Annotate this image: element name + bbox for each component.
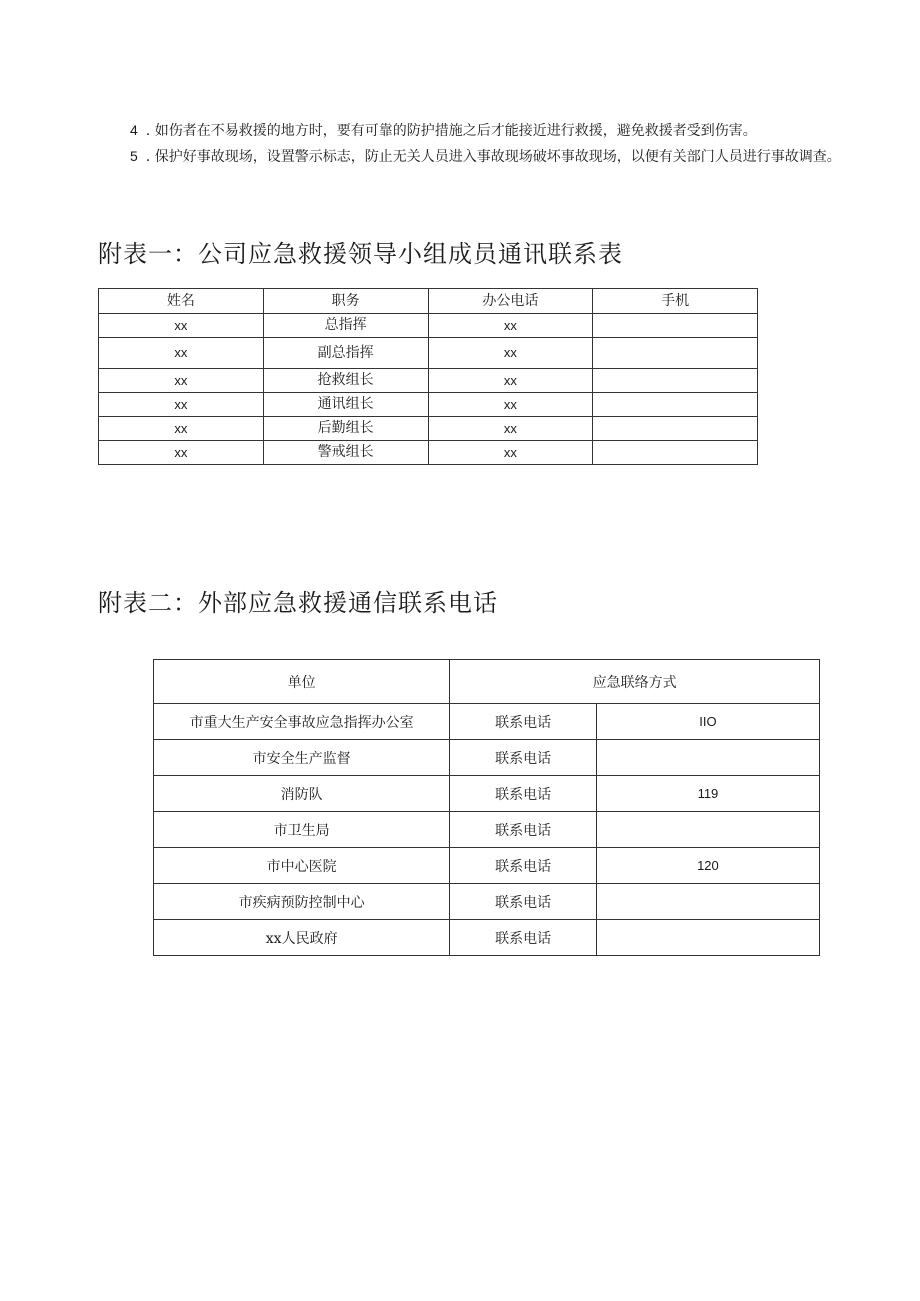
cell-unit: 市疾病预防控制中心 <box>154 884 450 920</box>
paragraph-number: 5 <box>130 148 138 164</box>
cell-mobile <box>593 314 758 338</box>
cell-contact-label: 联系电话 <box>450 740 597 776</box>
table-row <box>154 884 820 920</box>
cell-phone <box>596 740 819 776</box>
table-row <box>154 848 820 884</box>
cell-position: 后勤组长 <box>263 417 428 441</box>
cell-mobile <box>593 369 758 393</box>
paragraph-text: . 保护好事故现场，设置警示标志，防止无关人员进入事故现场破坏事故现场，以便有关部门人员进行事故调查。 <box>145 149 841 165</box>
cell-phone: IIO <box>596 704 819 740</box>
cell-phone: 120 <box>596 848 819 884</box>
cell-unit: 市重大生产安全事故应急指挥办公室 <box>154 704 450 740</box>
table-header-row <box>99 289 758 314</box>
cell-unit: 市中心医院 <box>154 848 450 884</box>
header-office-phone: 办公电话 <box>428 289 593 314</box>
header-mobile: 手机 <box>593 289 758 314</box>
paragraph-item-5 <box>98 143 874 170</box>
cell-contact-label: 联系电话 <box>450 848 597 884</box>
cell-contact-label: 联系电话 <box>450 812 597 848</box>
cell-contact-label: 联系电话 <box>450 776 597 812</box>
cell-office-phone: xx <box>428 338 593 369</box>
paragraph-number: 4 <box>130 122 138 138</box>
table-row <box>154 704 820 740</box>
paragraph-text: . 如伤者在不易救援的地方时，要有可靠的防护措施之后才能接近进行救援，避免救援者受到伤害。 <box>145 123 757 139</box>
cell-mobile <box>593 417 758 441</box>
cell-position: 副总指挥 <box>263 338 428 369</box>
cell-unit: 消防队 <box>154 776 450 812</box>
cell-name: xx <box>99 338 264 369</box>
cell-office-phone: xx <box>428 369 593 393</box>
cell-name: xx <box>99 369 264 393</box>
cell-phone <box>596 812 819 848</box>
table1-title: 附表一：公司应急救援领导小组成员通讯联系表 <box>98 240 623 268</box>
paragraph-item-4 <box>98 117 874 144</box>
table-row <box>99 441 758 465</box>
cell-office-phone: xx <box>428 441 593 465</box>
cell-position: 总指挥 <box>263 314 428 338</box>
table-row <box>99 393 758 417</box>
cell-unit: 市安全生产监督 <box>154 740 450 776</box>
cell-name: xx <box>99 417 264 441</box>
cell-position: 通讯组长 <box>263 393 428 417</box>
table2-title: 附表二：外部应急救援通信联系电话 <box>98 589 498 617</box>
cell-position: 抢救组长 <box>263 369 428 393</box>
cell-phone <box>596 884 819 920</box>
external-contacts-table <box>153 659 820 956</box>
table-row <box>99 417 758 441</box>
table-row <box>99 369 758 393</box>
cell-name: xx <box>99 314 264 338</box>
header-position: 职务 <box>263 289 428 314</box>
cell-unit: xx人民政府 <box>154 920 450 956</box>
cell-name: xx <box>99 393 264 417</box>
cell-office-phone: xx <box>428 393 593 417</box>
header-contact-method: 应急联络方式 <box>450 660 820 704</box>
cell-phone <box>596 920 819 956</box>
table-row <box>99 338 758 369</box>
table-row <box>99 314 758 338</box>
header-name: 姓名 <box>99 289 264 314</box>
table-row <box>154 776 820 812</box>
table-header-row <box>154 660 820 704</box>
table-row <box>154 812 820 848</box>
cell-mobile <box>593 338 758 369</box>
cell-unit: 市卫生局 <box>154 812 450 848</box>
cell-phone: 119 <box>596 776 819 812</box>
cell-office-phone: xx <box>428 314 593 338</box>
cell-office-phone: xx <box>428 417 593 441</box>
table-row <box>154 920 820 956</box>
table-row <box>154 740 820 776</box>
internal-contacts-table <box>98 288 758 465</box>
cell-name: xx <box>99 441 264 465</box>
cell-mobile <box>593 441 758 465</box>
cell-contact-label: 联系电话 <box>450 704 597 740</box>
cell-position: 警戒组长 <box>263 441 428 465</box>
cell-contact-label: 联系电话 <box>450 884 597 920</box>
cell-mobile <box>593 393 758 417</box>
header-unit: 单位 <box>154 660 450 704</box>
cell-contact-label: 联系电话 <box>450 920 597 956</box>
